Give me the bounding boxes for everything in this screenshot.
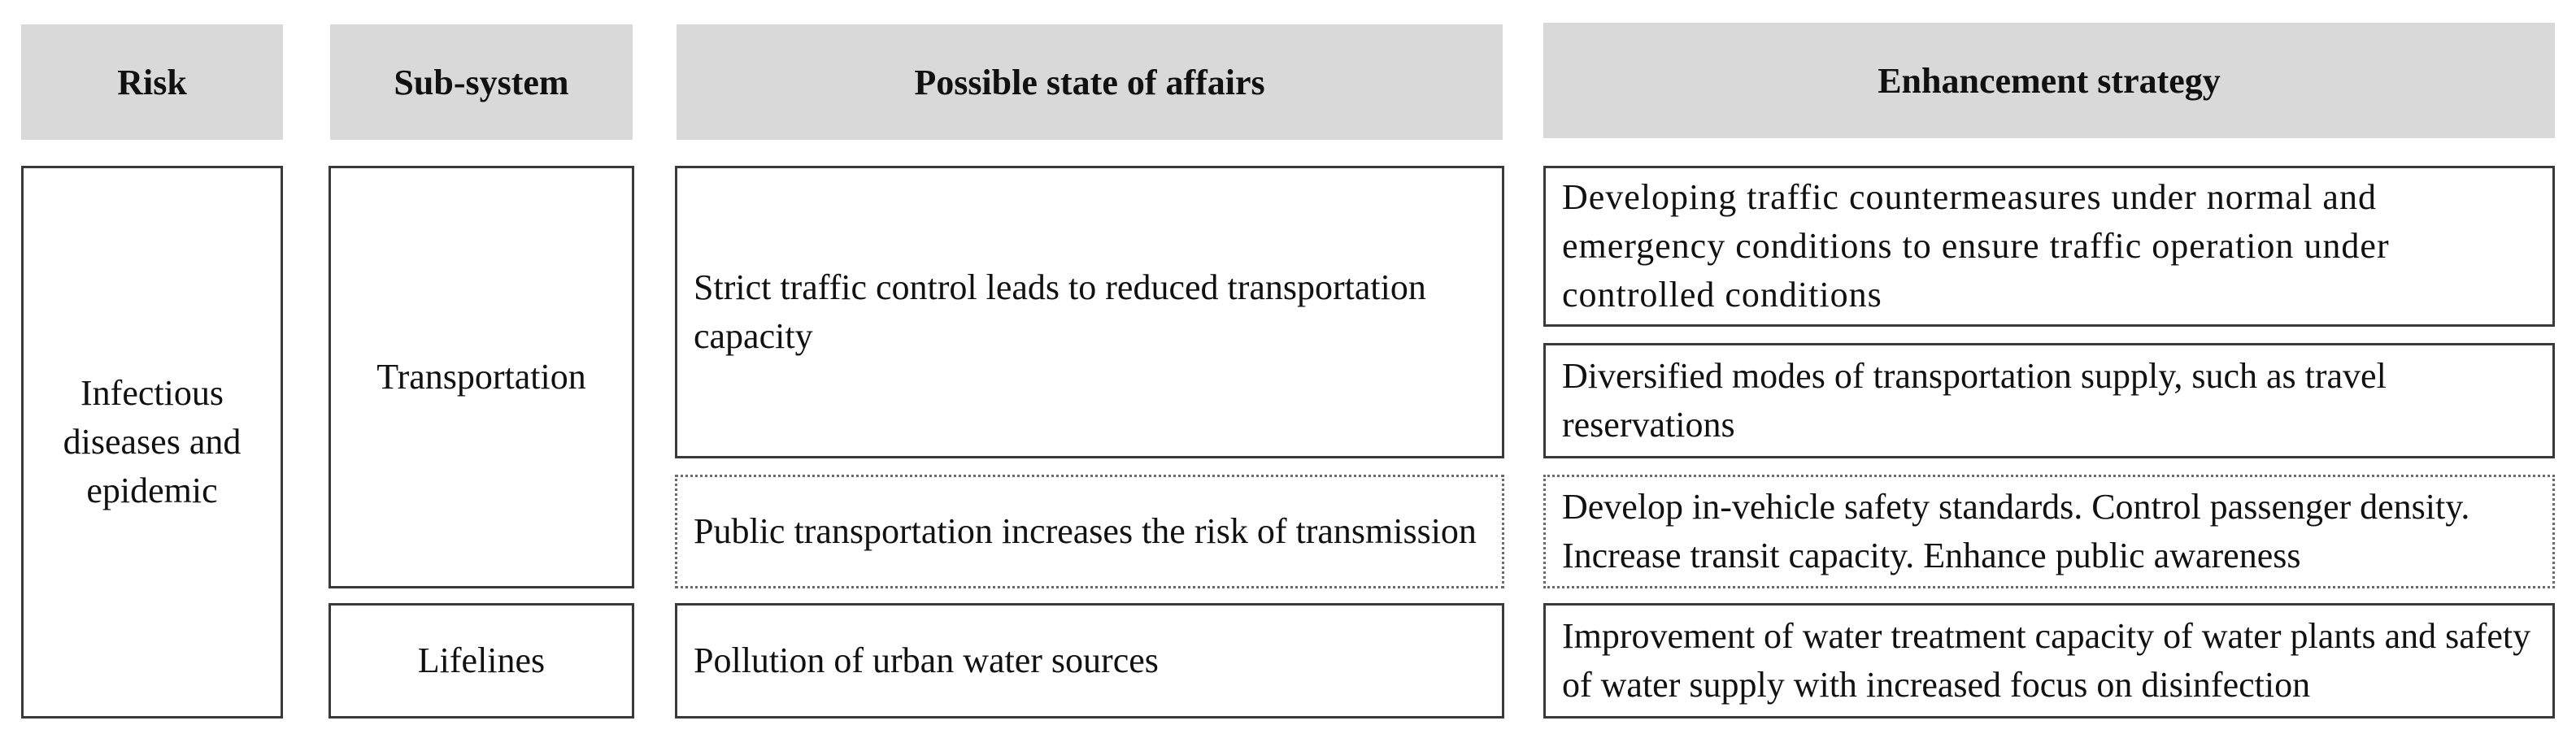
strategy-text-in-vehicle-safety: Develop in-vehicle safety standards. Control passenger density. Increase transit capacity. Enhance public awareness [1562, 487, 2470, 575]
strategy-cell-water-treatment [1543, 603, 2555, 718]
strategy-text-diversified-modes: Diversified modes of transportation supply, such as travel reservations [1562, 356, 2387, 445]
header-strategy [1543, 23, 2555, 138]
subsystem-label-lifelines: Lifelines [417, 640, 546, 681]
state-cell-water-pollution [675, 603, 1504, 718]
subsystem-cell-lifelines [329, 603, 634, 718]
risk-cell [21, 166, 283, 718]
subsystem-label-transportation: Transportation [376, 357, 586, 397]
header-risk [21, 24, 283, 140]
strategy-cell-in-vehicle-safety [1543, 475, 2555, 588]
header-subsystem [330, 24, 633, 140]
subsystem-cell-transportation [329, 166, 634, 588]
header-strategy-label: Enhancement strategy [1878, 60, 2221, 101]
header-subsystem-label: Sub-system [394, 62, 569, 102]
strategy-text-water-treatment: Improvement of water treatment capacity of water plants and safety of water supply with increased focus on disinfection [1562, 616, 2531, 705]
state-text-traffic-control: Strict traffic control leads to reduced transportation capacity [694, 267, 1426, 356]
state-cell-public-transport [675, 475, 1504, 588]
header-risk-label: Risk [117, 62, 187, 102]
strategy-text-traffic-countermeasures: Developing traffic countermeasures under normal and emergency conditions to ensure traffic operation under controlled conditions [1562, 177, 2390, 315]
strategy-cell-diversified-modes [1543, 343, 2555, 458]
header-state-label: Possible state of affairs [914, 62, 1265, 102]
state-text-public-transport: Public transportation increases the risk of transmission [694, 511, 1477, 552]
header-state [677, 24, 1503, 140]
strategy-cell-traffic-countermeasures [1543, 166, 2555, 327]
state-text-water-pollution: Pollution of urban water sources [694, 640, 1159, 681]
risk-label: Infectious diseases and epidemic [63, 373, 242, 510]
state-cell-traffic-control [675, 166, 1504, 458]
